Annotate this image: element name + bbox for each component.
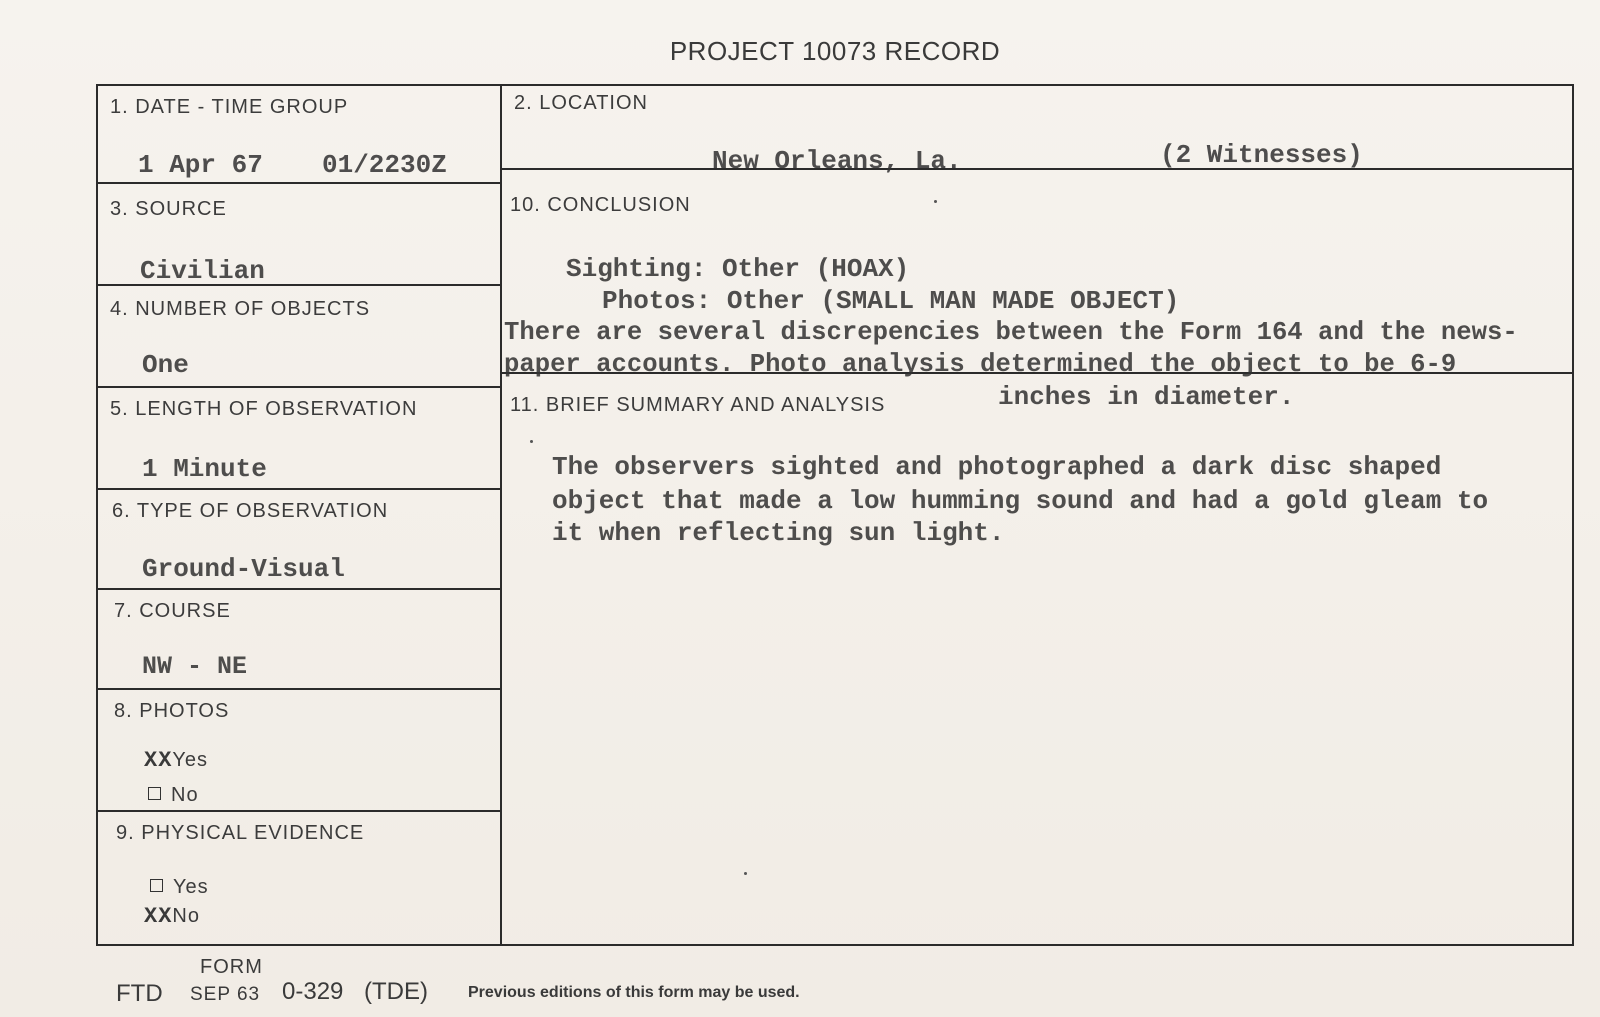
physical-evidence-yes-label: Yes [173, 876, 209, 898]
divider [96, 688, 502, 690]
photos-yes-label: Yes [172, 749, 209, 771]
divider [96, 182, 502, 184]
column-divider [500, 84, 502, 946]
source-label: 3. SOURCE [110, 198, 227, 220]
physical-evidence-no-label: No [172, 905, 200, 927]
physical-evidence-yes-checkbox [150, 879, 163, 892]
footer-form-code: (TDE) [364, 978, 428, 1005]
form-title: PROJECT 10073 RECORD [669, 36, 1001, 66]
summary-line1: The observers sighted and photographed a dark disc shaped [552, 452, 1442, 482]
conclusion-sighting: Sighting: Other (HOAX) [566, 254, 910, 284]
photos-no-label: No [171, 784, 199, 806]
divider [500, 168, 1574, 170]
photos-yes-mark: XX [144, 748, 173, 773]
date-time-label: 1. DATE - TIME GROUP [110, 96, 349, 118]
photos-no-option [148, 784, 199, 807]
photos-no-checkbox [148, 787, 161, 800]
type-of-observation-label: 6. TYPE OF OBSERVATION [112, 500, 389, 522]
footer-form-number: 0-329 [282, 978, 344, 1005]
physical-evidence-yes-option [150, 876, 209, 899]
physical-evidence-no-mark: XX [144, 904, 173, 929]
conclusion-label: 10. CONCLUSION [510, 194, 691, 216]
footer-form-word: FORM [200, 956, 263, 978]
location-value: New Orleans, La. [712, 146, 962, 176]
course-label: 7. COURSE [114, 600, 231, 622]
length-of-observation-value: 1 Minute [142, 454, 267, 484]
conclusion-note-line1: There are several discrepencies between the Form 164 and the news- [504, 318, 1518, 347]
time-value: 01/2230Z [322, 150, 447, 180]
physical-evidence-no-option [144, 904, 200, 929]
photos-label: 8. PHOTOS [114, 700, 230, 722]
number-of-objects-value: One [142, 350, 189, 380]
type-of-observation-value: Ground-Visual [142, 554, 345, 584]
conclusion-photos: Photos: Other (SMALL MAN MADE OBJECT) [602, 286, 1180, 316]
witnesses-value: (2 Witnesses) [1160, 140, 1363, 170]
ink-dot [744, 872, 747, 875]
ink-dot [934, 200, 937, 203]
conclusion-note-line3: inches in diameter. [998, 382, 1295, 412]
physical-evidence-label: 9. PHYSICAL EVIDENCE [116, 822, 365, 844]
divider [96, 488, 502, 490]
divider [96, 810, 502, 812]
source-value: Civilian [140, 256, 265, 286]
divider [96, 386, 502, 388]
location-label: 2. LOCATION [514, 92, 648, 114]
ink-dot [530, 440, 533, 443]
footer-form-date: SEP 63 [190, 984, 261, 1005]
date-value: 1 Apr 67 [138, 150, 263, 180]
summary-line3: it when reflecting sun light. [552, 518, 1005, 548]
number-of-objects-label: 4. NUMBER OF OBJECTS [110, 298, 371, 320]
course-value: NW - NE [142, 652, 248, 681]
length-of-observation-label: 5. LENGTH OF OBSERVATION [110, 398, 418, 420]
photos-yes-option [144, 748, 208, 773]
summary-label: 11. BRIEF SUMMARY AND ANALYSIS [510, 394, 886, 416]
footer-note: Previous editions of this form may be used. [468, 984, 800, 1001]
conclusion-note-line2: paper accounts. Photo analysis determined the object to be 6-9 [504, 350, 1457, 379]
summary-line2: object that made a low humming sound and had a gold gleam to [552, 486, 1489, 516]
divider [96, 588, 502, 590]
footer-form-id: FTD [116, 980, 163, 1007]
